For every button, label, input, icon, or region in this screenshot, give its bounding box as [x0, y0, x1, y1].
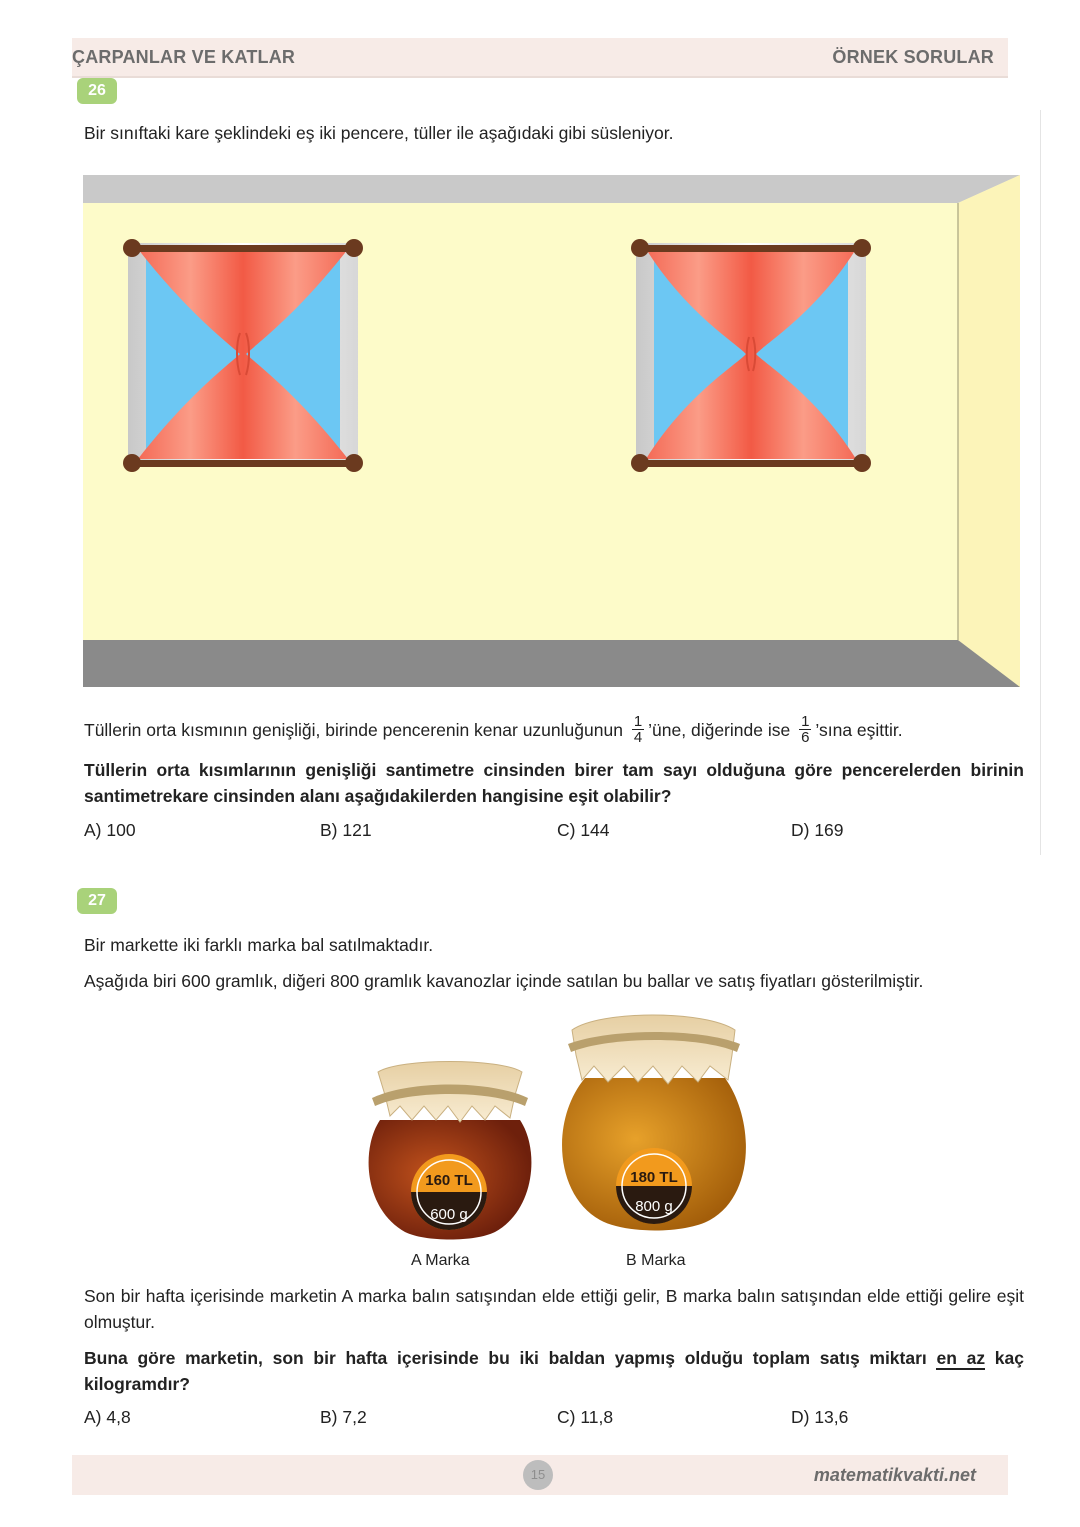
- honey-jars-illustration: [350, 1010, 760, 1280]
- question-number-badge: 26: [77, 78, 117, 104]
- section-title: ÖRNEK SORULAR: [832, 47, 994, 67]
- fraction-numerator: 1: [801, 713, 810, 730]
- window-left: [123, 239, 363, 472]
- option-a[interactable]: A) 100: [84, 820, 136, 840]
- fraction-one-sixth: [799, 714, 811, 745]
- fraction-denominator: 6: [801, 729, 810, 746]
- question-info: [84, 713, 903, 747]
- question-stem: Tüllerin orta kısımlarının genişliği santimetre cinsinden birer tam sayı olduğuna göre pencerelerden birinin santimetrekare cinsinden alanı aşağıdakilerden hangisine eşit olabilir?: [84, 760, 1024, 806]
- question-intro: Bir markette iki farklı marka bal satılmaktadır.: [84, 935, 434, 955]
- question-intro: Bir sınıftaki kare şeklindeki eş iki pencere, tüller ile aşağıdaki gibi süsleniyor.: [84, 123, 674, 143]
- page-footer: [72, 1455, 1008, 1495]
- jar-a-price: 160 TL: [425, 1172, 473, 1189]
- option-d[interactable]: D) 169: [791, 820, 844, 840]
- option-b[interactable]: B) 121: [320, 820, 372, 840]
- info-text-2: ’üne, diğerinde ise: [648, 720, 791, 741]
- window-right: [631, 239, 871, 472]
- fraction-numerator: 1: [633, 713, 643, 730]
- question-stem-text: Buna göre marketin, son bir hafta içerisinde bu iki baldan yapmış olduğu toplam satış miktarı: [84, 1348, 937, 1368]
- jar-a-weight: 600 g: [430, 1206, 468, 1223]
- fraction-denominator: 4: [633, 729, 643, 746]
- honey-jars-drawing: [350, 1010, 760, 1280]
- info-text-3: ’sına eşittir.: [815, 720, 903, 741]
- jar-a-label: A Marka: [411, 1252, 470, 1269]
- option-d[interactable]: D) 13,6: [791, 1407, 849, 1427]
- info-text-1: Tüllerin orta kısmının genişliği, birinde pencerenin kenar uzunluğunun: [84, 720, 623, 741]
- fraction-one-quarter: [632, 714, 644, 745]
- option-c[interactable]: C) 11,8: [557, 1407, 614, 1427]
- classroom-illustration: [83, 175, 1020, 687]
- question-stem: [84, 1345, 1024, 1397]
- question-info: Son bir hafta içerisinde marketin A marka balın satışından elde ettiği gelir, B marka balın satışından elde ettiği gelire eşit olmuştur.: [84, 1286, 1024, 1332]
- option-a[interactable]: A) 4,8: [84, 1407, 131, 1427]
- jar-b-price: 180 TL: [630, 1169, 678, 1186]
- question-intro: Aşağıda biri 600 gramlık, diğeri 800 gramlık kavanozlar içinde satılan bu ballar ve satış fiyatları gösterilmiştir.: [84, 971, 924, 991]
- site-link[interactable]: matematikvakti.net: [813, 1465, 976, 1485]
- option-b[interactable]: B) 7,2: [320, 1407, 367, 1427]
- page-number: 15: [523, 1460, 553, 1490]
- jar-b-weight: 800 g: [635, 1198, 673, 1215]
- question-stem-text: kaç kilogramdır?: [84, 1348, 1024, 1394]
- underlined-emphasis: en az: [936, 1348, 986, 1368]
- jar-b-label: B Marka: [626, 1252, 686, 1269]
- question-number-badge: 27: [77, 888, 117, 914]
- margin-line: [1040, 110, 1041, 855]
- option-c[interactable]: C) 144: [557, 820, 610, 840]
- page-header: [72, 38, 1008, 78]
- chapter-title: ÇARPANLAR VE KATLAR: [72, 47, 296, 67]
